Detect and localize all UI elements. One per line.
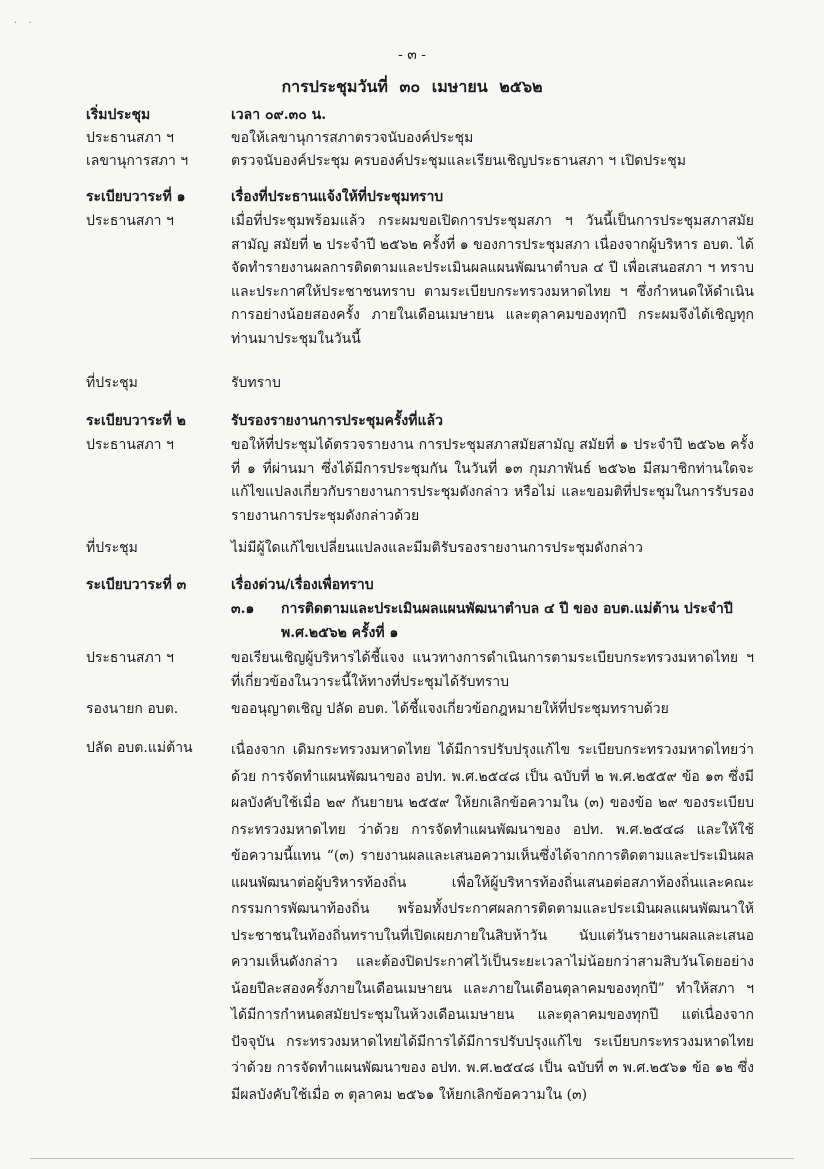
page-number: - ๓ - <box>398 47 426 63</box>
agenda-1-label: ระเบียบวาระที่ ๑ <box>86 189 186 205</box>
result-text: รับทราบ <box>231 375 281 391</box>
item-number: ๓.๑ <box>231 601 255 617</box>
start-text: เวลา ๐๙.๓๐ น. <box>231 107 327 123</box>
start-label: เริ่มประชุม <box>86 107 151 123</box>
item-title-line-1: การติดตามและประเมินผลแผนพัฒนาตำบล ๔ ปี ของ อบต.แม่ต้าน ประจำปี <box>281 601 733 617</box>
meeting-title: การประชุมวันที่ ๓๐ เมษายน ๒๕๖๒ <box>281 77 543 96</box>
speaker-label: ประธานสภา ฯ <box>86 130 174 146</box>
page-bottom-edge <box>30 1158 794 1159</box>
agenda-2-label: ระเบียบวาระที่ ๒ <box>86 413 186 429</box>
speaker-label: เลขานุการสภา ฯ <box>86 153 189 169</box>
agenda-3-item <box>231 598 754 645</box>
speech-text: ขออนุญาตเชิญ ปลัด อบต. ได้ชี้แจงเกี่ยวข้อกฎหมายให้ที่ประชุมทราบด้วย <box>231 701 669 717</box>
speech-text: เมื่อที่ประชุมพร้อมแล้ว กระผมขอเปิดการประชุมสภา ฯ วันนี้เป็นการประชุมสภาสมัยสามัญ สมัยที่ ๒ ประจำปี ๒๕๖๒ ครั้งที่ ๑ ของการประชุมสภา เนื่องจากผู้บริหาร อบต. ได้จัดทำรายงานผลการติดตามและประเมินผลแผนพัฒนาตำบล ๔ ปี เพื่อเสนอสภา ฯ ทราบ และประกาศให้ประชาชนทราบ ตามระเบียบกระทรวงมหาดไทย ฯ ซึ่งกำหนดให้ดำเนินการอย่างน้อยสองครั้ง ภายในเดือนเมษายน และตุลาคมของทุกปี กระผมจึงได้เชิญทุกท่านมาประชุมในวันนี้ <box>231 213 754 347</box>
speaker-label: รองนายก อบต. <box>86 701 179 717</box>
agenda-3-heading: เรื่องด่วน/เรื่องเพื่อทราบ <box>231 577 374 593</box>
speaker-label: ประธานสภา ฯ <box>86 437 174 453</box>
speech-text: ขอให้เลขานุการสภาตรวจนับองค์ประชุม <box>231 130 474 146</box>
agenda-1-heading: เรื่องที่ประธานแจ้งให้ที่ประชุมทราบ <box>231 189 444 205</box>
agenda-3-label: ระเบียบวาระที่ ๓ <box>86 577 187 593</box>
speaker-label: ประธานสภา ฯ <box>86 213 174 229</box>
result-text: ไม่มีผู้ใดแก้ไขเปลี่ยนแปลงและมีมติรับรองรายงานการประชุมดังกล่าว <box>231 540 644 556</box>
result-label: ที่ประชุม <box>86 540 138 556</box>
speech-text: ขอเรียนเชิญผู้บริหารได้ชี้แจง แนวทางการดำเนินการตามระเบียบกระทรวงมหาดไทย ฯ ที่เกี่ยวข้องในวาระนี้ให้ทางที่ประชุมได้รับทราบ <box>231 650 754 690</box>
result-label: ที่ประชุม <box>86 375 138 391</box>
item-title-line-2: พ.ศ.๒๕๖๒ ครั้งที่ ๑ <box>281 624 399 641</box>
agenda-2-heading: รับรองรายงานการประชุมครั้งที่แล้ว <box>231 413 443 429</box>
speech-text: ขอให้ที่ประชุมได้ตรวจรายงาน การประชุมสภาสมัยสามัญ สมัยที่ ๑ ประจำปี ๒๕๖๒ ครั้งที่ ๑ ที่ผ่านมา ซึ่งได้มีการประชุมกัน ในวันที่ ๑๓ กุมภาพันธ์ ๒๕๖๒ มีสมาชิกท่านใดจะแก้ไขแปลงเกี่ยวกับรายงานการประชุมดังกล่าว หรือไม่ และขอมติที่ประชุมในการรับรองรายงานการประชุมดังกล่าวด้วย <box>231 437 754 524</box>
speech-text: ตรวจนับองค์ประชุม ครบองค์ประชุมและเรียนเชิญประธานสภา ฯ เปิดประชุม <box>231 153 687 169</box>
speech-text: เนื่องจาก เดิมกระทรวงมหาดไทย ได้มีการปรับปรุงแก้ไข ระเบียบกระทรวงมหาดไทยว่าด้วย การจัดทำแผนพัฒนาของ อปท. พ.ศ.๒๕๔๘ เป็น ฉบับที่ ๒ พ.ศ.๒๕๕๙ ข้อ ๑๓ ซึ่งมีผลบังคับใช้เมื่อ ๒๙ กันยายน ๒๕๕๙ ให้ยกเลิกข้อความใน (๓) ของข้อ ๒๙ ของระเบียบกระทรวงมหาดไทย ว่าด้วย การจัดทำแผนพัฒนาของ อปท. พ.ศ.๒๕๔๘ และให้ใช้ข้อความนี้แทน “(๓) รายงานผลและเสนอความเห็นซึ่งได้จากการติดตามและประเมินผลแผนพัฒนาต่อผู้บริหารท้องถิ่น เพื่อให้ผู้บริหารท้องถิ่นเสนอต่อสภาท้องถิ่นและคณะกรรมการพัฒนาท้องถิ่น พร้อมทั้งประกาศผลการติดตามและประเมินผลแผนพัฒนาให้ประชาชนในท้องถิ่นทราบในที่เปิดเผยภายในสิบห้าวัน นับแต่วันรายงานผลและเสนอความเห็นดังกล่าว และต้องปิดประกาศไว้เป็นระยะเวลาไม่น้อยกว่าสามสิบวันโดยอย่างน้อยปีละสองครั้งภายในเดือนเมษายน และภายในเดือนตุลาคมของทุกปี” ทำให้สภา ฯ ได้มีการกำหนดสมัยประชุมในห้วงเดือนเมษายน และตุลาคมของทุกปี แต่เนื่องจาก ปัจจุบัน กระทรวงมหาดไทยได้มีการได้มีการปรับปรุงแก้ไข ระเบียบกระทรวงมหาดไทย ว่าด้วย การจัดทำแผนพัฒนาของ อปท. พ.ศ.๒๕๔๘ เป็น ฉบับที่ ๓ พ.ศ.๒๕๖๑ ข้อ ๑๒ ซึ่งมีผลบังคับใช้เมื่อ ๓ ตุลาคม ๒๕๖๑ ให้ยกเลิกข้อความใน (๓) <box>231 742 754 1103</box>
speaker-label: ปลัด อบต.แม่ต้าน <box>86 740 193 756</box>
scan-speckle: · · <box>14 18 36 29</box>
speaker-label: ประธานสภา ฯ <box>86 650 174 666</box>
